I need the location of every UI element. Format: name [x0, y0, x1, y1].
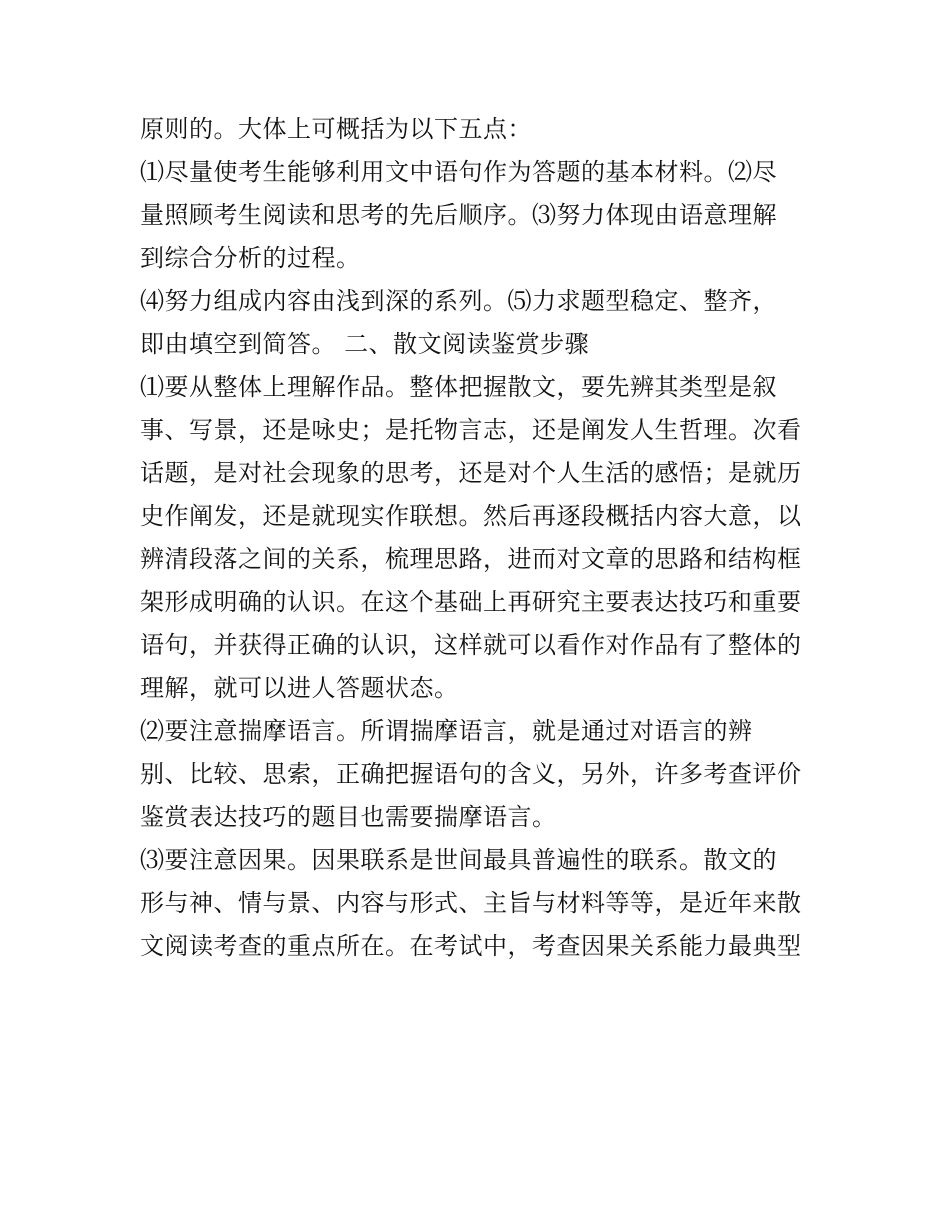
text-line: ⑶要注意因果。因果联系是世间最具普遍性的联系。散文的	[140, 846, 777, 874]
text-line: 量照顾考生阅读和思考的先后顺序。⑶努力体现由语意理解	[140, 201, 777, 229]
text-line: 文阅读考查的重点所在。在考试中，考查因果关系能力最典型	[140, 932, 802, 960]
text-line: ⑴要从整体上理解作品。整体把握散文，要先辨其类型是叙	[140, 373, 777, 401]
text-line: 话题，是对社会现象的思考，还是对个人生活的感悟；是就历	[140, 459, 802, 487]
text-line: 架形成明确的认识。在这个基础上再研究主要表达技巧和重要	[140, 588, 802, 616]
text-line: 事、写景，还是咏史；是托物言志，还是阐发人生哲理。次看	[140, 416, 802, 444]
text-line: ⑷努力组成内容由浅到深的系列。⑸力求题型稳定、整齐，	[140, 287, 777, 315]
text-line: 史作阐发，还是就现实作联想。然后再逐段概括内容大意，以	[140, 502, 802, 530]
text-line: 即由填空到简答。 二、散文阅读鉴赏步骤	[140, 330, 590, 358]
document-body	[140, 108, 820, 968]
text-line: ⑵要注意揣摩语言。所谓揣摩语言，就是通过对语言的辨	[140, 717, 753, 745]
text-line: 到综合分析的过程。	[140, 244, 361, 272]
text-line: 辨清段落之间的关系，梳理思路，进而对文章的思路和结构框	[140, 545, 802, 573]
text-line: 语句，并获得正确的认识，这样就可以看作对作品有了整体的	[140, 631, 802, 659]
text-line: ⑴尽量使考生能够利用文中语句作为答题的基本材料。⑵尽	[140, 158, 777, 186]
text-line: 理解，就可以进人答题状态。	[140, 674, 459, 702]
text-line: 形与神、情与景、内容与形式、主旨与材料等等，是近年来散	[140, 889, 802, 917]
text-line: 原则的。大体上可概括为以下五点：	[140, 115, 532, 143]
text-line: 别、比较、思索，正确把握语句的含义，另外，许多考查评价	[140, 760, 802, 788]
text-line: 鉴赏表达技巧的题目也需要揣摩语言。	[140, 803, 557, 831]
